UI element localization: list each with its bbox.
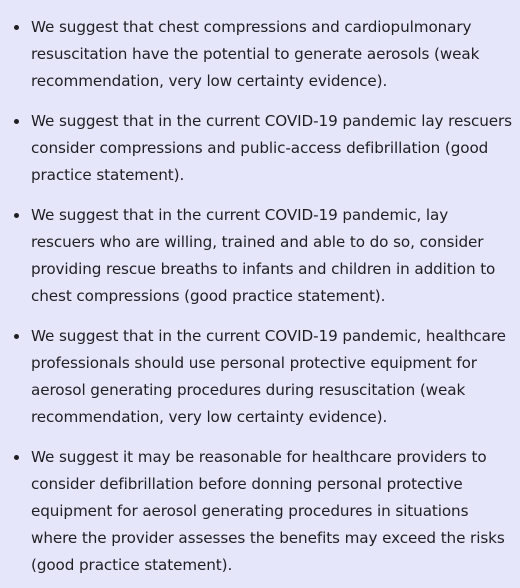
list-item — [0, 202, 520, 310]
list-item-text: We suggest that in the current COVID-19 pandemic, healthcare professionals should use personal protective equipment for aerosol generating procedures during resuscitation (weak recommendation, very low certainty evidence). — [31, 327, 506, 426]
bullet-icon — [14, 334, 19, 339]
list-item-text: We suggest that chest compressions and cardiopulmonary resuscitation have the potential to generate aerosols (weak recommendation, very low certainty evidence). — [31, 18, 480, 90]
bullet-icon — [14, 25, 19, 30]
list-item — [0, 14, 520, 95]
bullet-icon — [14, 119, 19, 124]
list-item-text: We suggest that in the current COVID-19 pandemic, lay rescuers who are willing, trained and able to do so, consider providing rescue breaths to infants and children in addition to chest compressions (good practice statement). — [31, 206, 496, 305]
list-item — [0, 323, 520, 431]
list-item-text: We suggest that in the current COVID-19 pandemic lay rescuers consider compressions and public-access defibrillation (good practice statement). — [31, 112, 512, 184]
bullet-icon — [14, 213, 19, 218]
list-item — [0, 108, 520, 189]
list-item-text: We suggest it may be reasonable for healthcare providers to consider defibrillation before donning personal protective equipment for aerosol generating procedures in situations where the provider assesses the benefits may exceed the risks (good practice statement). — [31, 448, 505, 574]
list-item — [0, 444, 520, 579]
bullet-icon — [14, 455, 19, 460]
